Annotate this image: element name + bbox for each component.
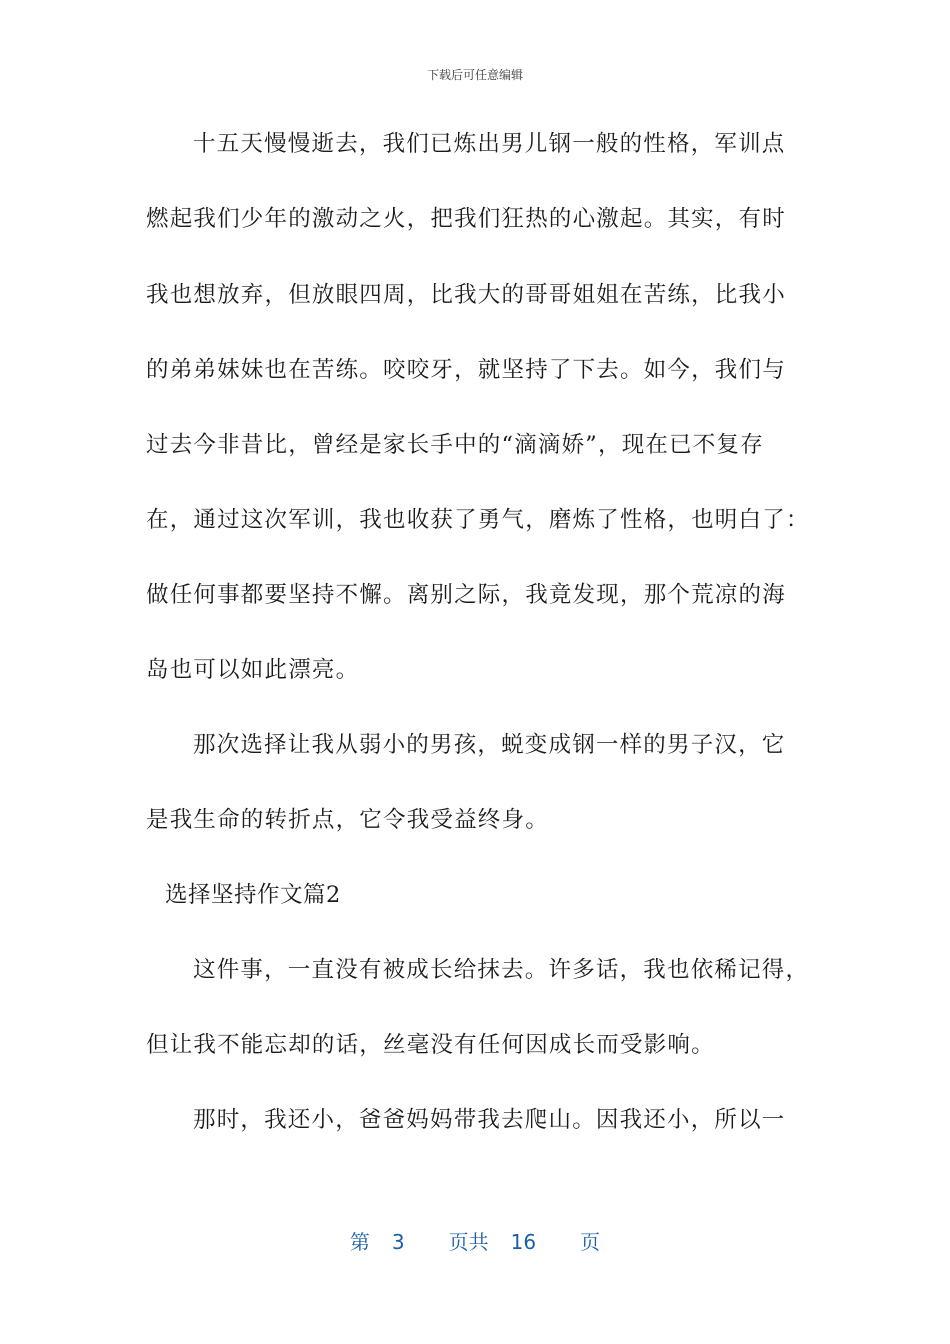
body-line: 我也想放弃，但放眼四周，比我大的哥哥姐姐在苦练，比我小 xyxy=(146,282,786,308)
body-line: 过去今非昔比，曾经是家长手中的“滴滴娇”，现在已不复存 xyxy=(146,432,764,458)
footer-suffix: 页 xyxy=(580,1230,601,1254)
body-line: 做任何事都要坚持不懈。离别之际，我竟发现，那个荒凉的海 xyxy=(146,582,786,608)
page-footer xyxy=(0,1226,950,1255)
body-line: 是我生命的转折点，它令我受益终身。 xyxy=(146,807,549,833)
page-header: 下载后可任意编辑 xyxy=(426,68,523,82)
section-heading: 选择坚持作文篇2 xyxy=(165,882,341,908)
body-line: 在，通过这次军训，我也收获了勇气，磨炼了性格，也明白了： xyxy=(146,507,810,533)
body-line: 十五天慢慢逝去，我们已炼出男儿钢一般的性格，军训点 xyxy=(193,131,786,157)
body-line: 这件事，一直没有被成长给抹去。许多话，我也依稀记得， xyxy=(193,957,810,983)
footer-middle: 页共 xyxy=(448,1230,489,1254)
footer-page-number: 3 xyxy=(391,1230,405,1254)
body-line: 但让我不能忘却的话，丝毫没有任何因成长而受影响。 xyxy=(146,1032,715,1058)
footer-total-pages: 16 xyxy=(510,1230,537,1254)
body-line: 那时，我还小，爸爸妈妈带我去爬山。因我还小，所以一 xyxy=(193,1107,786,1133)
body-line: 的弟弟妹妹也在苦练。咬咬牙，就坚持了下去。如今，我们与 xyxy=(146,357,786,383)
footer-prefix: 第 xyxy=(349,1230,370,1254)
body-line: 那次选择让我从弱小的男孩，蜕变成钢一样的男子汉，它 xyxy=(193,732,786,758)
body-line: 岛也可以如此漂亮。 xyxy=(146,657,360,683)
body-line: 燃起我们少年的激动之火，把我们狂热的心激起。其实，有时 xyxy=(146,206,786,232)
